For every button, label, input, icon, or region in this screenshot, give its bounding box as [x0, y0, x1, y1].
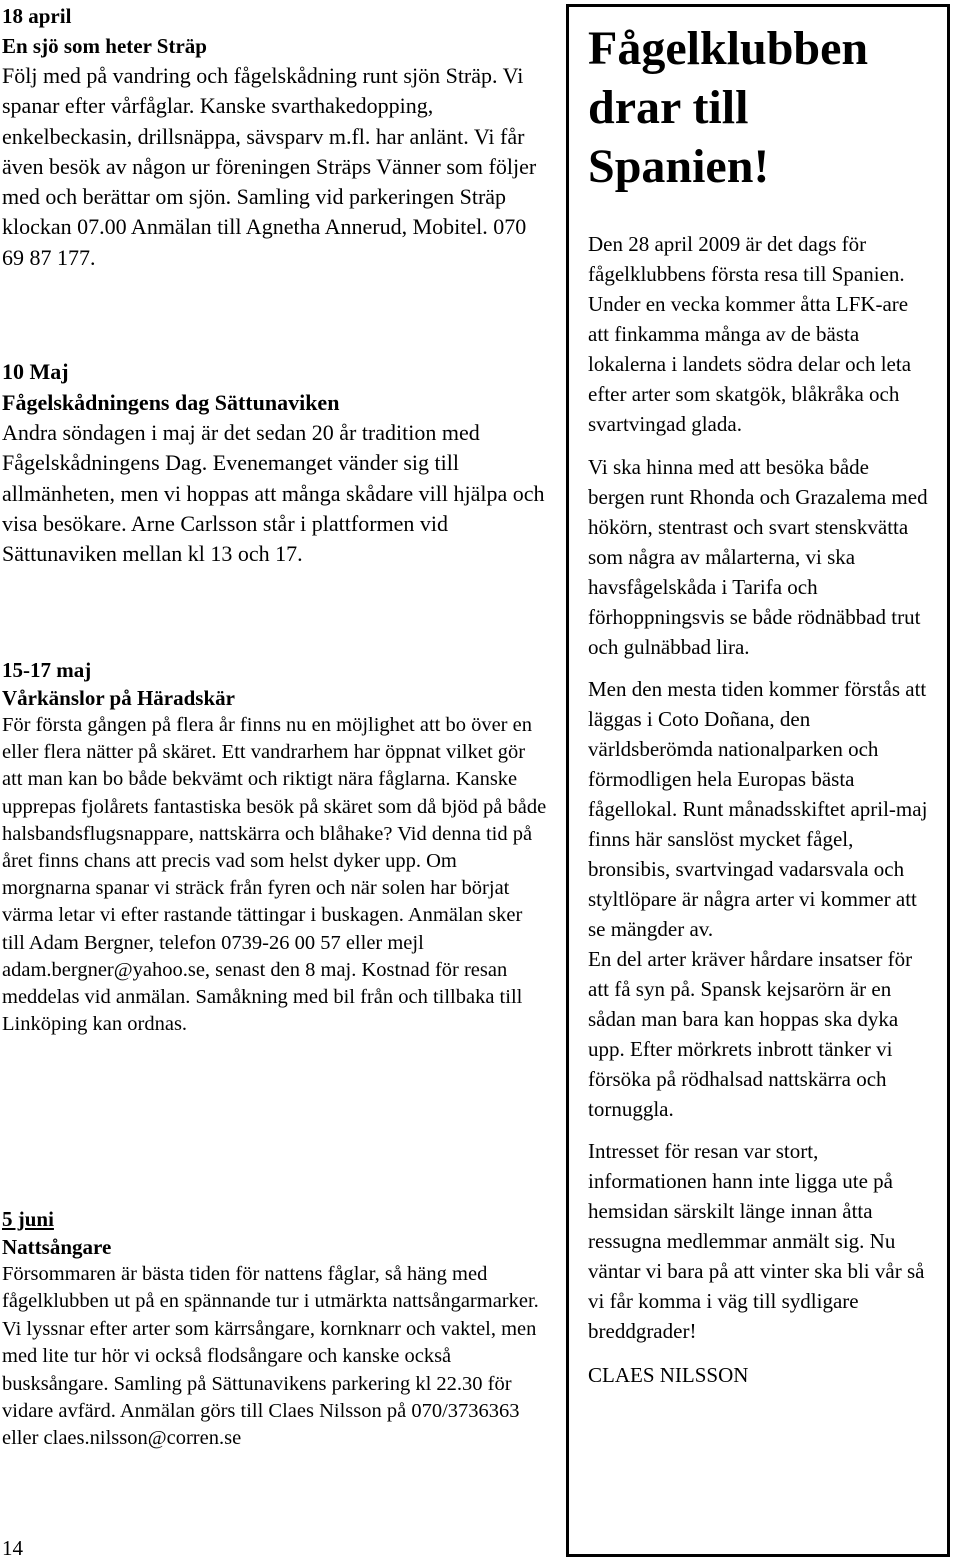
- article-paragraph: En del arter kräver hårdare insatser för att få syn på. Spansk kejsarörn är en sådan man bara kan hoppas ska dyka upp. Efter mörkrets inbrott tänker vi försöka på rödhalsad nattskärra och tornuggla.: [588, 947, 913, 1121]
- event-description: Följ med på vandring och fågelskådning runt sjön Sträp. Vi spanar efter vårfåglar. Kanske svarthakedopping, enkelbeckasin, drillsnäppa, sävsparv m.fl. har anlänt. Vi får även besök av någon ur föreningen Sträps Vänner som följer med och berättar om sjön. Samling vid parkeringen Sträp klockan 07.00 Anmälan till Agnetha Annerud, Mobitel. 070 69 87 177.: [2, 63, 537, 270]
- event-description: Försommaren är bästa tiden för nattens fåglar, så häng med fågelklubben ut på en spännande tur i utmärkta nattsångarmarker. Vi lyssnar efter arter som kärrsångare, kornknarr och vaktel, men med lite tur hör vi också flodsångare och kanske också busksångare. Samling på Sättunavikens parkering kl 22.30 för vidare avfärd. Anmälan görs till Claes Nilsson på 070/3736363 eller claes.nilsson@corren.se: [2, 1263, 539, 1450]
- event-title: Vårkänslor på Häradskär: [2, 686, 235, 710]
- event-haradskar: [2, 656, 550, 1038]
- article-paragraph: Vi ska hinna med att besöka både bergen runt Rhonda och Grazalema med hökörn, stentrast och svart stenskvätta som några av målarterna, vi ska havsfågelskåda i Tarifa och förhoppningsvis se både rödnäbbad trut och gulnäbbad lira.: [588, 455, 928, 659]
- article-paragraph: Men den mesta tiden kommer förstås att läggas i Coto Doñana, den världsberömda nationalparken och förmodligen hela Europas bästa fågellokal. Runt månadsskiftet april-maj finns här sanslöst mycket fågel, bronsibis, svartvingad vadarsvala och styltlöpare är några arter vi kommer att se mängder av.: [588, 677, 928, 941]
- event-nattsangare: [2, 1205, 550, 1453]
- event-sträp: [2, 1, 550, 273]
- article-box: [566, 4, 950, 1557]
- event-date: 15-17 maj: [2, 658, 92, 682]
- article-headline: Fågelklubben drar till Spanien!: [588, 22, 869, 193]
- article-paragraph: Intresset för resan var stort, informationen hann inte ligga ute på hemsidan särskilt länge innan åtta ressugna medlemmar anmält sig. Nu väntar vi bara på att vinter ska bli vår så vi får komma i väg till sydligare breddgrader!: [588, 1139, 925, 1343]
- event-date: 10 Maj: [2, 359, 69, 384]
- event-title: Fågelskådningens dag Sättunaviken: [2, 390, 340, 415]
- event-description: Andra söndagen i maj är det sedan 20 år tradition med Fågelskådningens Dag. Evenemanget vänder sig till allmänheten, men vi hoppas att många skådare vill hjälpa och visa besökare. Arne Carlsson står i plattformen vid Sättunaviken mellan kl 13 och 17.: [2, 420, 545, 567]
- events-column: [2, 0, 550, 1567]
- event-title: En sjö som heter Sträp: [2, 34, 207, 58]
- event-sattunaviken: [2, 356, 550, 569]
- event-date: 5 juni: [2, 1207, 54, 1231]
- event-description: För första gången på flera år finns nu en möjlighet att bo över en eller flera nätter på skäret. Ett vandrarhem har öppnat vilket gör att man kan bo både bekvämt och riktigt nära fåglarna. Kanske upprepas fjolårets fantastiska besök på skäret som då bjöd på både halsbandsflugsnappare, nattskärra och blåhake? Vid denna tid på året finns chans att precis vad som helst dyker upp. Om morgnarna spanar vi sträck från fyren och när solen har börjat värma letar vi efter rastande tättingar i buskagen. Anmälan sker till Adam Bergner, telefon 0739-26 00 57 eller mejl adam.bergner@yahoo.se, senast den 8 maj. Kostnad för resan meddelas vid anmälan. Samåkning med bil från och tillbaka till Linköping kan ordnas.: [2, 714, 547, 1036]
- article-paragraph: Den 28 april 2009 är det dags för fågelklubbens första resa till Spanien. Under en vecka kommer åtta LFK-are att finkamma många av de bästa lokalerna i landets södra delar och leta efter arter som skatgök, blåkråka och svartvingad glada.: [588, 232, 912, 436]
- event-title: Nattsångare: [2, 1235, 112, 1259]
- article-signature: CLAES NILSSON: [588, 1363, 749, 1387]
- page-number: 14: [2, 1536, 23, 1560]
- event-date: 18 april: [2, 4, 72, 28]
